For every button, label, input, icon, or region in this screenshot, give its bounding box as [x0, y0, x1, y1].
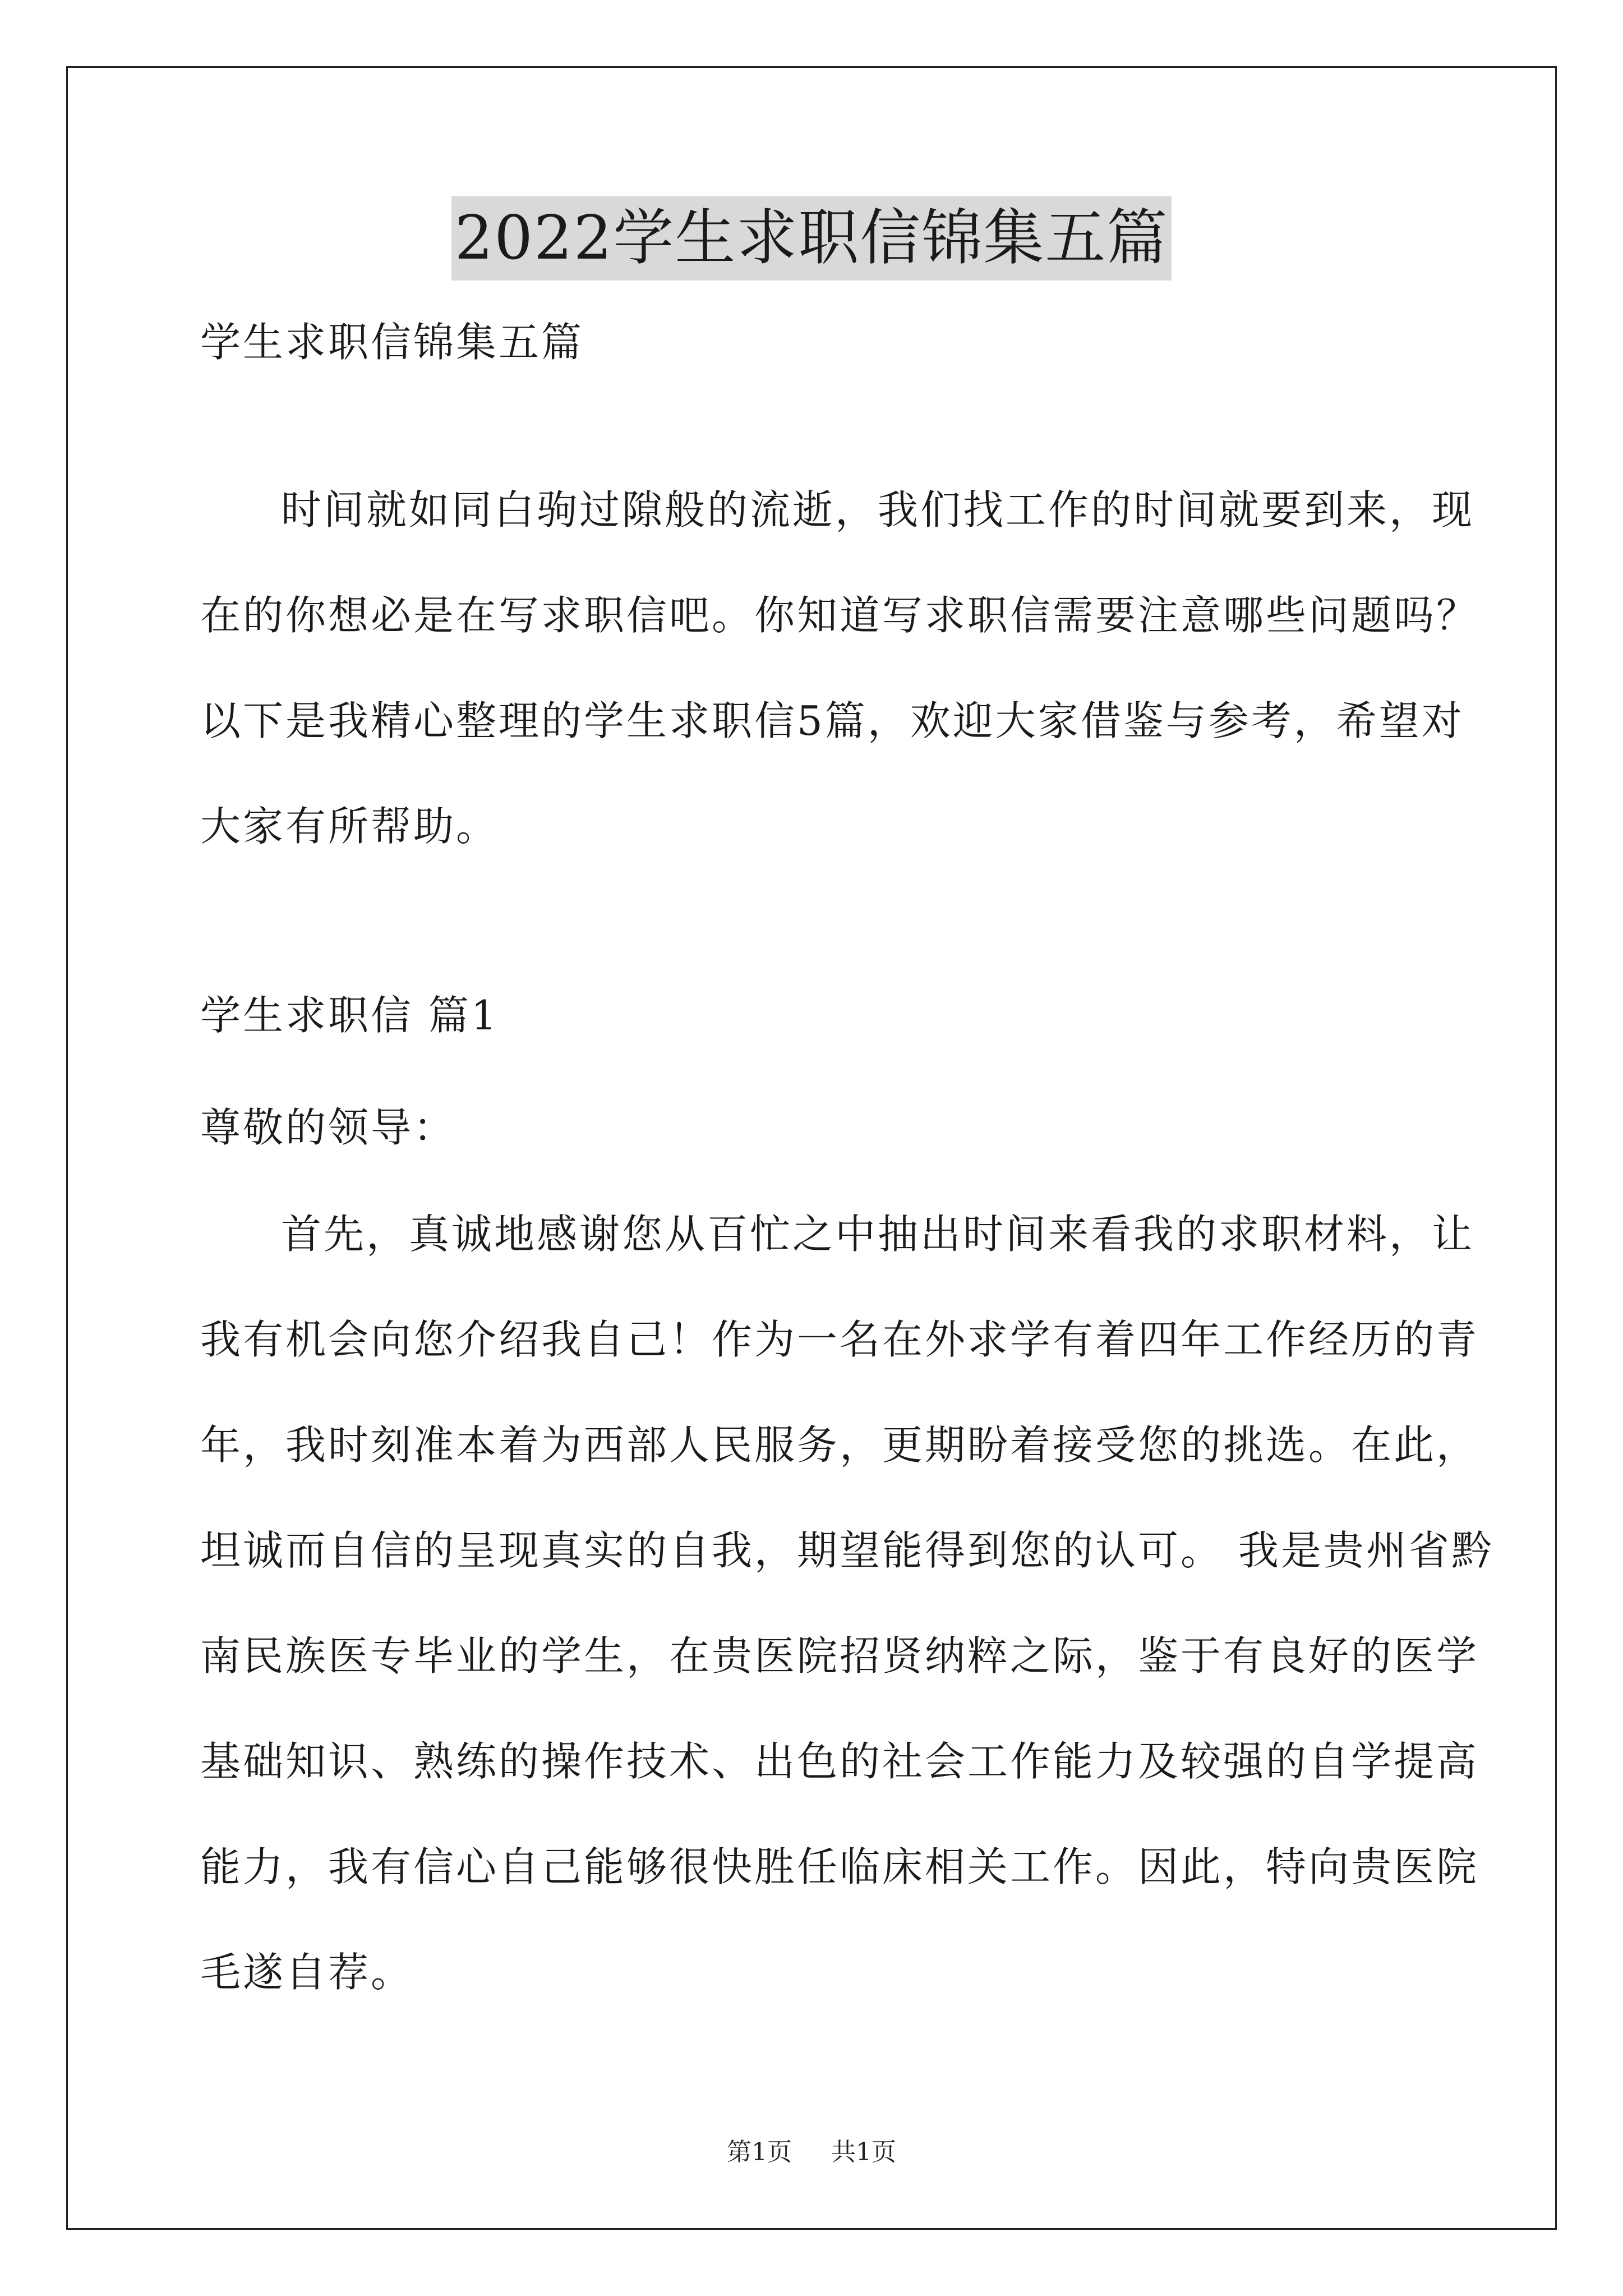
intro-line: 时间就如同白驹过隙般的流逝，我们找工作的时间就要到来，现 — [281, 486, 1475, 533]
letter-salutation: 尊敬的领导： — [200, 1104, 457, 1151]
letter-paragraph — [200, 1181, 1494, 2025]
document-subtitle: 学生求职信锦集五篇 — [200, 319, 584, 366]
page-footer — [0, 2136, 1623, 2169]
letter-line: 坦诚而自信的呈现真实的自我，期望能得到您的认可。 我是贵州省黔 — [200, 1527, 1494, 1574]
document-title-text: 2022学生求职信锦集五篇 — [451, 196, 1172, 280]
page-number: 第1页 — [727, 2138, 792, 2166]
document-title — [0, 196, 1623, 280]
letter-line: 首先，真诚地感谢您从百忙之中抽出时间来看我的求职材料，让 — [281, 1211, 1475, 1258]
letter-line: 年，我时刻准本着为西部人民服务，更期盼着接受您的挑选。在此， — [200, 1421, 1479, 1469]
page-total: 共1页 — [831, 2138, 896, 2166]
intro-line: 以下是我精心整理的学生求职信5篇，欢迎大家借鉴与参考，希望对 — [200, 697, 1464, 744]
letter-line: 我有机会向您介绍我自己！作为一名在外求学有着四年工作经历的青 — [200, 1316, 1479, 1363]
letter-line: 能力，我有信心自己能够很快胜任临床相关工作。因此，特向贵医院 — [200, 1843, 1479, 1890]
letter-line: 毛遂自荐。 — [200, 1949, 414, 1996]
letter-line: 基础知识、熟练的操作技术、出色的社会工作能力及较强的自学提高 — [200, 1738, 1479, 1785]
intro-line: 在的你想必是在写求职信吧。你知道写求职信需要注意哪些问题吗？ — [200, 592, 1479, 639]
intro-paragraph — [200, 457, 1479, 879]
letter-line: 南民族医专毕业的学生，在贵医院招贤纳粹之际，鉴于有良好的医学 — [200, 1632, 1479, 1680]
section-heading: 学生求职信 篇1 — [200, 992, 499, 1039]
intro-line: 大家有所帮助。 — [200, 803, 499, 850]
